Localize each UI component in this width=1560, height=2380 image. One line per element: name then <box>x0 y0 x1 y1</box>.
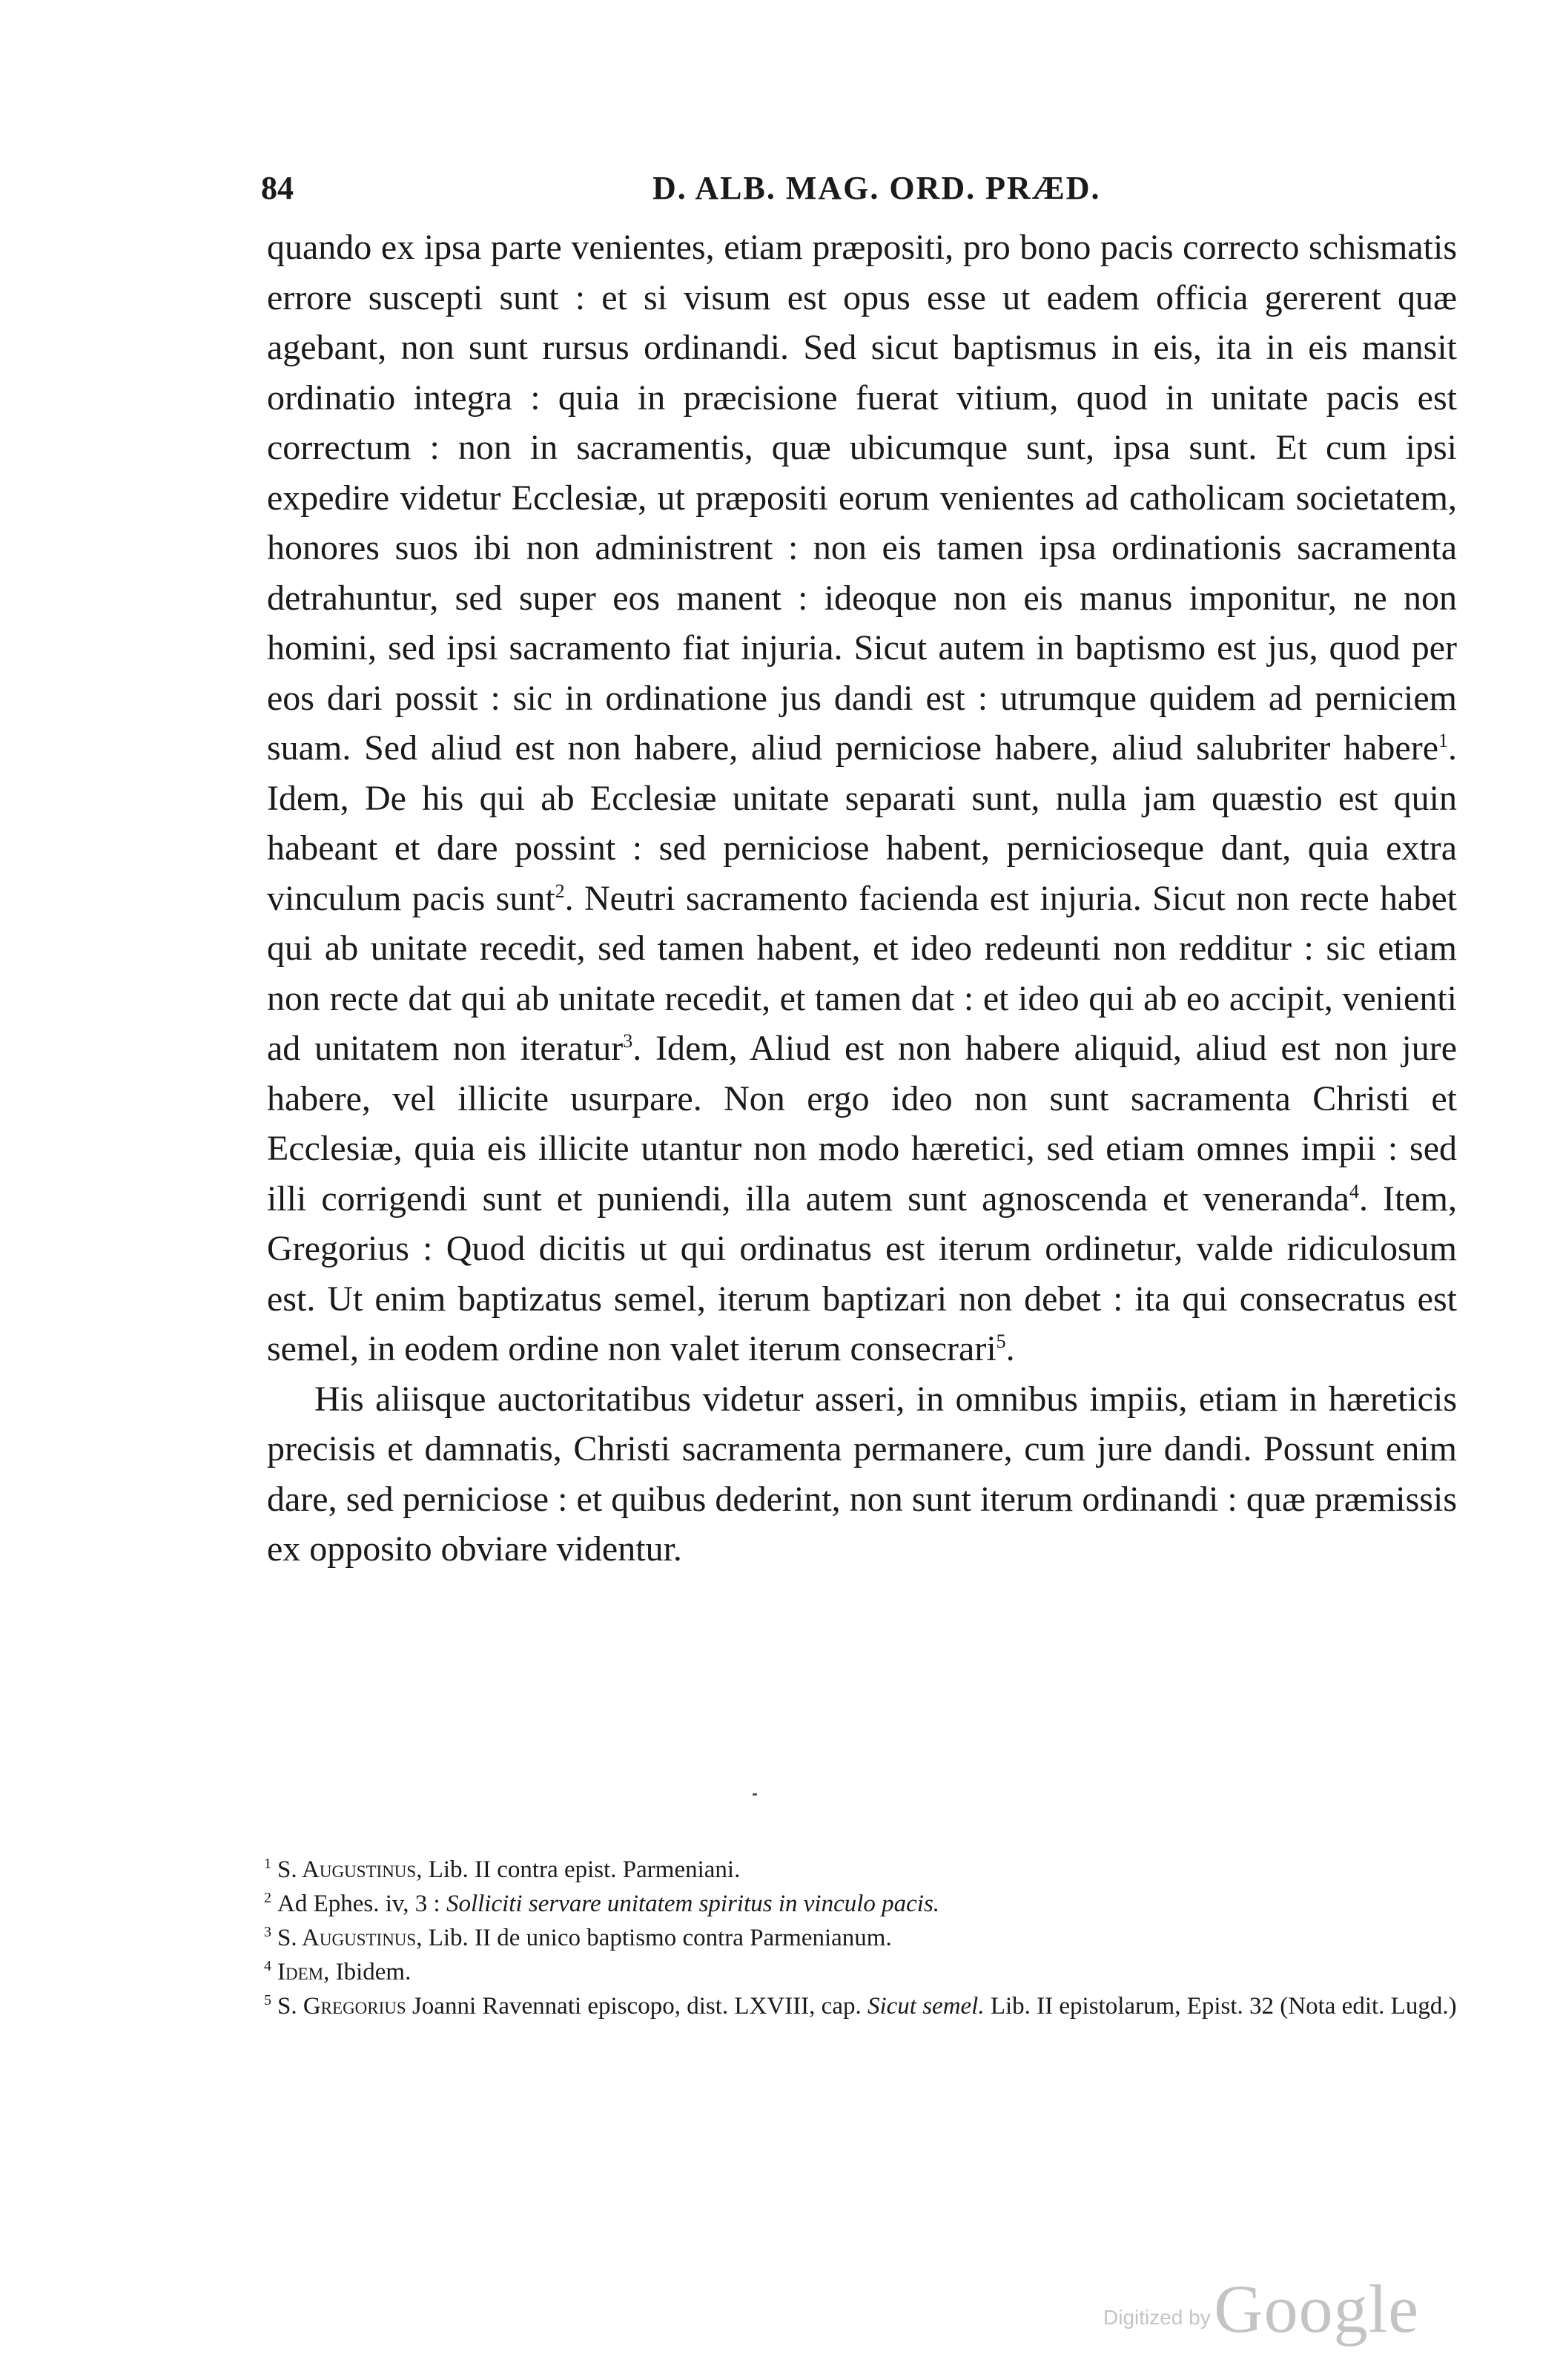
footnote-4: $^4$ Idem, Ibidem. <box>264 1958 412 1985</box>
footnote-ref-5: 5 <box>996 1331 1006 1352</box>
footnote-3: $^3$ S. Augustinus, Lib. II de unico baptismo contra Parmenianum. <box>264 1924 892 1951</box>
paragraph-2: His aliisque auctoritatibus videtur asseri, in omnibus impiis, etiam in hæreticis precisis et damnatis, Christi sacramenta permanere, cum jure dandi. Possunt enim dare, sed perniciose : et quibus dederint, non sunt iterum ordinandi : quæ præmissis ex opposito obviare videntur. <box>267 1379 1457 1569</box>
footnote-2: $^2$ Ad Ephes. iv, 3 : Solliciti servare unitatem spiritus in vinculo pacis. <box>264 1890 940 1917</box>
page-number: 84 <box>261 170 294 206</box>
footnote-5: $^5$ S. Gregorius Joanni Ravennati episcopo, dist. LXVIII, cap. Sicut semel. Lib. II epistolarum, Epist. 32 (Nota edit. Lugd.) <box>264 1992 1457 2020</box>
footnote-ref-3: 3 <box>623 1030 633 1052</box>
footnote-ref-2: 2 <box>555 880 565 902</box>
paragraph-1: quando ex ipsa parte venientes, etiam præpositi, pro bono pacis correcto schismatis errore suscepti sunt : et si visum est opus esse ut eadem officia gererent quæ agebant, non sunt rursus ordinandi. Sed sicut baptismus in eis, ita in eis mansit ordinatio integra : quia in præcisione fuerat vitium, quod in unitate pacis est correctum : non in sacramentis, quæ ubicumque sunt, ipsa sunt. Et cum ipsi expedire videtur Ecclesiæ, ut præpositi eorum venientes ad catholicam societatem, honores suos ibi non administrent : non eis tamen ipsa ordinationis sacramenta detrahuntur, sed super eos manent : ideoque non eis manus imponitur, ne non homini, sed ipsi sacramento fiat injuria. Sicut autem in baptismo est jus, quod per eos dari possit : sic in ordinatione jus dandi est : utrumque quidem ad perniciem suam. Sed aliud est non habere, aliud perniciose habere, aliud salubriter habere$^1$. Idem, De his qui ab Ecclesiæ unitate separati sunt, nulla jam quæstio est quin habeant et dare possint : sed perniciose habent, pernicioseque dant, quia extra vinculum pacis sunt$^2$. Neutri sacramento facienda est injuria. Sicut non recte habet qui ab unitate recedit, sed tamen habent, et ideo redeunti non redditur : sic etiam non recte dat qui ab unitate recedit, et tamen dat : et ideo qui ab eo accipit, venienti ad unitatem non iteratur$^3$. Idem, Aliud est non habere aliquid, aliud est non jure habere, vel illicite usurpare. Non ergo ideo non sunt sacramenta Christi et Ecclesiæ, quia eis illicite utantur non modo hæretici, sed etiam omnes impii : sed illi corrigendi sunt et puniendi, illa autem sunt agnoscenda et veneranda$^4$. Item, Gregorius : Quod dicitis ut qui ordinatus est iterum ordinetur, valde ridiculosum est. Ut enim baptizatus semel, iterum baptizari non debet : ita qui consecratus est semel, in eodem ordine non valet iterum consecrari$^5$. <box>267 228 1458 1368</box>
body-text <box>267 222 1457 1575</box>
footnotes <box>264 1853 1458 2023</box>
google-logo: Google <box>1214 2271 1420 2347</box>
footnote-1: $^1$ S. Augustinus, Lib. II contra epist. Parmeniani. <box>264 1856 741 1883</box>
separator-mark <box>753 1793 757 1796</box>
footnote-ref-4: 4 <box>1349 1180 1359 1202</box>
watermark-prefix: Digitized by <box>1103 2306 1211 2329</box>
running-head: D. ALB. MAG. ORD. PRÆD. <box>652 170 1101 206</box>
digitized-watermark <box>1103 2269 1419 2348</box>
footnote-ref-1: 1 <box>1438 730 1448 751</box>
